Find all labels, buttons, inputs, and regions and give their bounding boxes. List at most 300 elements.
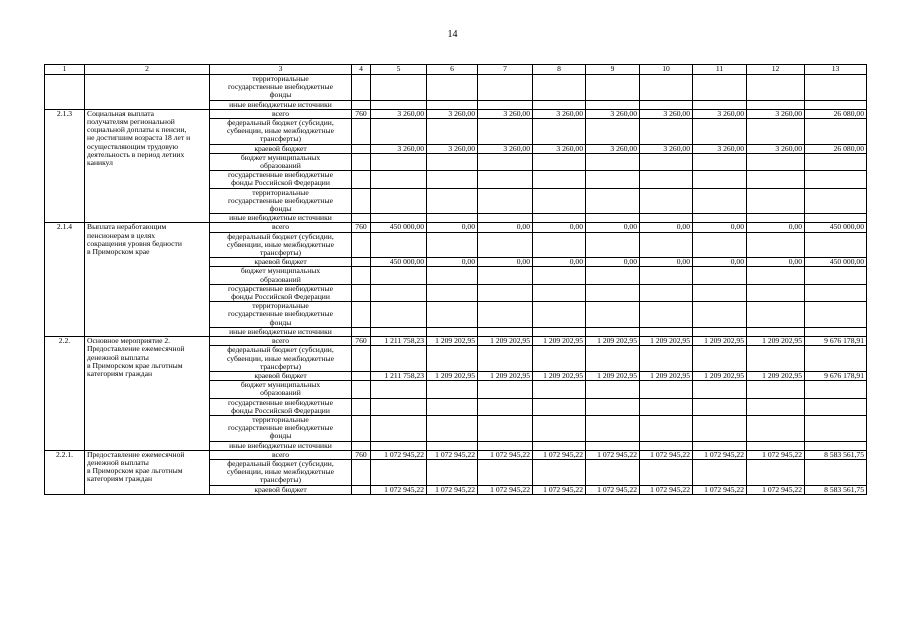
value-cell: 1 209 202,95 — [478, 337, 533, 346]
empty-value-cell — [427, 459, 478, 485]
value-cell: 1 072 945,22 — [478, 450, 533, 459]
empty-value-cell — [586, 232, 640, 258]
empty-value-cell — [371, 153, 427, 170]
empty-value-cell — [371, 327, 427, 336]
funding-source-cell: государственные внебюджетные фонды Российской Федерации — [210, 171, 352, 188]
row-number-cell: 2.2. — [45, 337, 85, 451]
value-cell: 1 209 202,95 — [640, 337, 693, 346]
code-cell — [352, 258, 371, 267]
empty-value-cell — [427, 188, 478, 214]
empty-value-cell — [747, 284, 805, 301]
empty-value-cell — [693, 459, 747, 485]
empty-value-cell — [640, 100, 693, 109]
value-cell: 3 260,00 — [747, 144, 805, 153]
value-cell: 0,00 — [478, 223, 533, 232]
empty-value-cell — [586, 75, 640, 101]
empty-value-cell — [533, 75, 586, 101]
funding-source-cell: иные внебюджетные источники — [210, 214, 352, 223]
funding-source-cell: иные внебюджетные источники — [210, 441, 352, 450]
empty-value-cell — [640, 346, 693, 372]
empty-value-cell — [805, 267, 867, 284]
value-cell: 1 211 758,23 — [371, 371, 427, 380]
empty-value-cell — [586, 327, 640, 336]
empty-value-cell — [693, 415, 747, 441]
value-cell: 3 260,00 — [427, 144, 478, 153]
empty-value-cell — [805, 441, 867, 450]
code-cell: 760 — [352, 450, 371, 459]
activity-name-cell: Предоставление ежемесячной денежной выплаты в Приморском крае льготным категориям граждан — [85, 450, 210, 494]
header-cell: 7 — [478, 65, 533, 75]
empty-value-cell — [533, 232, 586, 258]
value-cell: 1 072 945,22 — [427, 450, 478, 459]
value-cell: 1 072 945,22 — [747, 450, 805, 459]
empty-value-cell — [747, 188, 805, 214]
funding-source-cell: федеральный бюджет (субсидии, субвенции, иные межбюджетные трансферты) — [210, 119, 352, 145]
empty-value-cell — [640, 415, 693, 441]
code-cell — [352, 441, 371, 450]
empty-value-cell — [747, 75, 805, 101]
activity-name-cell — [85, 75, 210, 110]
header-cell: 13 — [805, 65, 867, 75]
value-cell: 3 260,00 — [371, 109, 427, 118]
empty-value-cell — [693, 214, 747, 223]
empty-value-cell — [586, 459, 640, 485]
empty-value-cell — [805, 188, 867, 214]
empty-value-cell — [533, 415, 586, 441]
value-cell: 1 209 202,95 — [693, 337, 747, 346]
empty-value-cell — [478, 119, 533, 145]
value-cell: 0,00 — [693, 258, 747, 267]
empty-value-cell — [371, 267, 427, 284]
empty-value-cell — [805, 459, 867, 485]
value-cell: 3 260,00 — [533, 109, 586, 118]
empty-value-cell — [533, 119, 586, 145]
empty-value-cell — [693, 302, 747, 328]
empty-value-cell — [640, 302, 693, 328]
empty-value-cell — [586, 100, 640, 109]
empty-value-cell — [371, 381, 427, 398]
empty-value-cell — [533, 346, 586, 372]
funding-source-cell: всего — [210, 223, 352, 232]
value-cell: 1 209 202,95 — [427, 371, 478, 380]
empty-value-cell — [586, 398, 640, 415]
code-cell — [352, 75, 371, 101]
value-cell: 1 211 758,23 — [371, 337, 427, 346]
code-cell — [352, 284, 371, 301]
code-cell — [352, 171, 371, 188]
value-cell: 450 000,00 — [371, 258, 427, 267]
empty-value-cell — [371, 415, 427, 441]
value-cell: 450 000,00 — [805, 223, 867, 232]
empty-value-cell — [533, 214, 586, 223]
empty-value-cell — [586, 188, 640, 214]
empty-value-cell — [371, 441, 427, 450]
value-cell: 0,00 — [747, 258, 805, 267]
value-cell: 3 260,00 — [533, 144, 586, 153]
empty-value-cell — [533, 441, 586, 450]
value-cell: 450 000,00 — [371, 223, 427, 232]
empty-value-cell — [586, 267, 640, 284]
empty-value-cell — [478, 232, 533, 258]
value-cell: 1 072 945,22 — [371, 450, 427, 459]
empty-value-cell — [747, 119, 805, 145]
empty-value-cell — [586, 415, 640, 441]
table-body — [45, 65, 867, 495]
funding-source-cell: бюджет муниципальных образований — [210, 153, 352, 170]
empty-value-cell — [805, 284, 867, 301]
value-cell: 3 260,00 — [371, 144, 427, 153]
funding-source-cell: иные внебюджетные источники — [210, 327, 352, 336]
funding-source-cell: всего — [210, 337, 352, 346]
funding-source-cell: территориальные государственные внебюджетные фонды — [210, 75, 352, 101]
empty-value-cell — [427, 100, 478, 109]
value-cell: 1 209 202,95 — [427, 337, 478, 346]
value-cell: 1 072 945,22 — [371, 485, 427, 494]
value-cell: 1 072 945,22 — [478, 485, 533, 494]
empty-value-cell — [747, 232, 805, 258]
value-cell: 0,00 — [586, 258, 640, 267]
empty-value-cell — [640, 75, 693, 101]
value-cell: 3 260,00 — [640, 109, 693, 118]
empty-value-cell — [693, 346, 747, 372]
value-cell: 0,00 — [478, 258, 533, 267]
empty-value-cell — [805, 119, 867, 145]
value-cell: 1 072 945,22 — [427, 485, 478, 494]
empty-value-cell — [693, 267, 747, 284]
empty-value-cell — [533, 327, 586, 336]
empty-value-cell — [640, 267, 693, 284]
funding-source-cell: всего — [210, 450, 352, 459]
empty-value-cell — [586, 346, 640, 372]
empty-value-cell — [805, 75, 867, 101]
empty-value-cell — [640, 327, 693, 336]
funding-source-cell: краевой бюджет — [210, 258, 352, 267]
empty-value-cell — [478, 75, 533, 101]
empty-value-cell — [747, 214, 805, 223]
value-cell: 0,00 — [533, 223, 586, 232]
empty-value-cell — [586, 441, 640, 450]
empty-value-cell — [693, 188, 747, 214]
table-row — [45, 109, 867, 118]
code-cell: 760 — [352, 223, 371, 232]
empty-value-cell — [805, 327, 867, 336]
empty-value-cell — [640, 381, 693, 398]
value-cell: 3 260,00 — [586, 144, 640, 153]
value-cell: 26 080,00 — [805, 144, 867, 153]
empty-value-cell — [640, 459, 693, 485]
funding-source-cell: федеральный бюджет (субсидии, субвенции, иные межбюджетные трансферты) — [210, 232, 352, 258]
code-cell — [352, 214, 371, 223]
value-cell: 8 583 561,75 — [805, 450, 867, 459]
value-cell: 1 072 945,22 — [640, 485, 693, 494]
empty-value-cell — [586, 119, 640, 145]
code-cell — [352, 398, 371, 415]
empty-value-cell — [371, 188, 427, 214]
value-cell: 9 676 178,91 — [805, 371, 867, 380]
code-cell — [352, 459, 371, 485]
empty-value-cell — [805, 100, 867, 109]
empty-value-cell — [478, 284, 533, 301]
empty-value-cell — [427, 398, 478, 415]
empty-value-cell — [427, 75, 478, 101]
code-cell — [352, 327, 371, 336]
empty-value-cell — [427, 267, 478, 284]
funding-source-cell: краевой бюджет — [210, 144, 352, 153]
empty-value-cell — [533, 188, 586, 214]
empty-value-cell — [693, 327, 747, 336]
empty-value-cell — [805, 346, 867, 372]
empty-value-cell — [478, 171, 533, 188]
value-cell: 3 260,00 — [427, 109, 478, 118]
funding-source-cell: краевой бюджет — [210, 485, 352, 494]
empty-value-cell — [478, 459, 533, 485]
empty-value-cell — [586, 214, 640, 223]
continuation-row — [45, 75, 867, 101]
funding-source-cell: федеральный бюджет (субсидии, субвенции, иные межбюджетные трансферты) — [210, 346, 352, 372]
funding-source-cell: краевой бюджет — [210, 371, 352, 380]
empty-value-cell — [693, 441, 747, 450]
empty-value-cell — [693, 232, 747, 258]
value-cell: 0,00 — [427, 223, 478, 232]
code-cell — [352, 153, 371, 170]
empty-value-cell — [805, 232, 867, 258]
header-cell: 1 — [45, 65, 85, 75]
value-cell: 1 072 945,22 — [533, 450, 586, 459]
code-cell — [352, 119, 371, 145]
value-cell: 1 209 202,95 — [533, 371, 586, 380]
value-cell: 0,00 — [693, 223, 747, 232]
code-cell — [352, 188, 371, 214]
value-cell: 0,00 — [640, 258, 693, 267]
header-cell: 3 — [210, 65, 352, 75]
value-cell: 1 209 202,95 — [478, 371, 533, 380]
empty-value-cell — [693, 284, 747, 301]
empty-value-cell — [533, 153, 586, 170]
row-number-cell: 2.1.4 — [45, 223, 85, 337]
budget-table — [44, 64, 867, 495]
value-cell: 9 676 178,91 — [805, 337, 867, 346]
empty-value-cell — [371, 346, 427, 372]
value-cell: 0,00 — [427, 258, 478, 267]
code-cell — [352, 302, 371, 328]
empty-value-cell — [805, 171, 867, 188]
value-cell: 3 260,00 — [693, 144, 747, 153]
code-cell — [352, 415, 371, 441]
empty-value-cell — [586, 171, 640, 188]
empty-value-cell — [693, 75, 747, 101]
empty-value-cell — [478, 398, 533, 415]
activity-name-cell: Основное мероприятие 2. Предоставление ежемесячной денежной выплаты в Приморском крае льготным категориям граждан — [85, 337, 210, 451]
empty-value-cell — [371, 171, 427, 188]
funding-source-cell: бюджет муниципальных образований — [210, 267, 352, 284]
row-number-cell — [45, 75, 85, 110]
empty-value-cell — [805, 153, 867, 170]
code-cell — [352, 346, 371, 372]
empty-value-cell — [640, 188, 693, 214]
value-cell: 3 260,00 — [586, 109, 640, 118]
code-cell — [352, 371, 371, 380]
value-cell: 3 260,00 — [693, 109, 747, 118]
empty-value-cell — [478, 153, 533, 170]
empty-value-cell — [427, 327, 478, 336]
table-row — [45, 450, 867, 459]
empty-value-cell — [640, 171, 693, 188]
empty-value-cell — [533, 398, 586, 415]
empty-value-cell — [478, 100, 533, 109]
empty-value-cell — [805, 398, 867, 415]
empty-value-cell — [693, 153, 747, 170]
empty-value-cell — [478, 346, 533, 372]
empty-value-cell — [478, 415, 533, 441]
value-cell: 450 000,00 — [805, 258, 867, 267]
empty-value-cell — [533, 284, 586, 301]
header-cell: 5 — [371, 65, 427, 75]
code-cell — [352, 381, 371, 398]
empty-value-cell — [747, 441, 805, 450]
code-cell — [352, 485, 371, 494]
value-cell: 3 260,00 — [640, 144, 693, 153]
funding-source-cell: территориальные государственные внебюджетные фонды — [210, 302, 352, 328]
empty-value-cell — [586, 284, 640, 301]
empty-value-cell — [586, 302, 640, 328]
empty-value-cell — [427, 346, 478, 372]
value-cell: 1 209 202,95 — [747, 337, 805, 346]
empty-value-cell — [478, 327, 533, 336]
value-cell: 3 260,00 — [478, 144, 533, 153]
header-cell: 11 — [693, 65, 747, 75]
empty-value-cell — [371, 75, 427, 101]
value-cell: 1 072 945,22 — [693, 485, 747, 494]
empty-value-cell — [371, 214, 427, 223]
empty-value-cell — [640, 232, 693, 258]
funding-source-cell: государственные внебюджетные фонды Российской Федерации — [210, 398, 352, 415]
code-cell — [352, 232, 371, 258]
value-cell: 1 209 202,95 — [586, 337, 640, 346]
empty-value-cell — [533, 100, 586, 109]
empty-value-cell — [747, 398, 805, 415]
empty-value-cell — [747, 327, 805, 336]
empty-value-cell — [427, 381, 478, 398]
value-cell: 0,00 — [747, 223, 805, 232]
funding-source-cell: федеральный бюджет (субсидии, субвенции, иные межбюджетные трансферты) — [210, 459, 352, 485]
value-cell: 26 080,00 — [805, 109, 867, 118]
empty-value-cell — [747, 459, 805, 485]
empty-value-cell — [427, 302, 478, 328]
empty-value-cell — [371, 100, 427, 109]
empty-value-cell — [747, 346, 805, 372]
empty-value-cell — [747, 302, 805, 328]
code-cell: 760 — [352, 109, 371, 118]
funding-source-cell: государственные внебюджетные фонды Российской Федерации — [210, 284, 352, 301]
empty-value-cell — [371, 459, 427, 485]
header-cell: 4 — [352, 65, 371, 75]
empty-value-cell — [533, 302, 586, 328]
empty-value-cell — [693, 100, 747, 109]
page-number: 14 — [447, 29, 458, 40]
empty-value-cell — [427, 119, 478, 145]
value-cell: 1 209 202,95 — [533, 337, 586, 346]
code-cell — [352, 100, 371, 109]
value-cell: 1 209 202,95 — [640, 371, 693, 380]
value-cell: 0,00 — [533, 258, 586, 267]
empty-value-cell — [747, 267, 805, 284]
value-cell: 1 072 945,22 — [747, 485, 805, 494]
empty-value-cell — [371, 119, 427, 145]
header-cell: 10 — [640, 65, 693, 75]
empty-value-cell — [805, 415, 867, 441]
header-cell: 2 — [85, 65, 210, 75]
empty-value-cell — [427, 284, 478, 301]
table-row — [45, 223, 867, 232]
empty-value-cell — [478, 441, 533, 450]
value-cell: 1 209 202,95 — [586, 371, 640, 380]
empty-value-cell — [805, 214, 867, 223]
empty-value-cell — [478, 214, 533, 223]
value-cell: 0,00 — [586, 223, 640, 232]
value-cell: 1 072 945,22 — [640, 450, 693, 459]
row-number-cell: 2.1.3 — [45, 109, 85, 223]
empty-value-cell — [640, 284, 693, 301]
code-cell — [352, 144, 371, 153]
empty-value-cell — [427, 441, 478, 450]
empty-value-cell — [747, 381, 805, 398]
value-cell: 1 072 945,22 — [586, 450, 640, 459]
empty-value-cell — [805, 381, 867, 398]
row-number-cell: 2.2.1. — [45, 450, 85, 494]
funding-source-cell: иные внебюджетные источники — [210, 100, 352, 109]
empty-value-cell — [805, 302, 867, 328]
empty-value-cell — [533, 459, 586, 485]
empty-value-cell — [640, 398, 693, 415]
value-cell: 1 209 202,95 — [747, 371, 805, 380]
activity-name-cell: Выплата неработающим пенсионерам в целях сокращения уровня бедности в Приморском крае — [85, 223, 210, 337]
empty-value-cell — [533, 381, 586, 398]
empty-value-cell — [640, 119, 693, 145]
empty-value-cell — [371, 398, 427, 415]
empty-value-cell — [427, 415, 478, 441]
empty-value-cell — [747, 100, 805, 109]
empty-value-cell — [693, 119, 747, 145]
code-cell: 760 — [352, 337, 371, 346]
value-cell: 1 072 945,22 — [533, 485, 586, 494]
empty-value-cell — [640, 214, 693, 223]
funding-source-cell: всего — [210, 109, 352, 118]
empty-value-cell — [478, 381, 533, 398]
empty-value-cell — [693, 381, 747, 398]
header-row — [45, 65, 867, 75]
empty-value-cell — [640, 153, 693, 170]
empty-value-cell — [427, 214, 478, 223]
value-cell: 1 072 945,22 — [586, 485, 640, 494]
empty-value-cell — [371, 284, 427, 301]
funding-source-cell: территориальные государственные внебюджетные фонды — [210, 415, 352, 441]
activity-name-cell: Социальная выплата получателям региональной социальной доплаты к пенсии, не достигшим возраста 18 лет и осуществляющим трудовую деятельность в период летних каникул — [85, 109, 210, 223]
value-cell: 1 209 202,95 — [693, 371, 747, 380]
empty-value-cell — [747, 415, 805, 441]
empty-value-cell — [478, 302, 533, 328]
empty-value-cell — [427, 153, 478, 170]
header-cell: 12 — [747, 65, 805, 75]
header-cell: 9 — [586, 65, 640, 75]
empty-value-cell — [693, 171, 747, 188]
empty-value-cell — [693, 398, 747, 415]
empty-value-cell — [371, 232, 427, 258]
empty-value-cell — [533, 171, 586, 188]
value-cell: 3 260,00 — [478, 109, 533, 118]
empty-value-cell — [533, 267, 586, 284]
value-cell: 0,00 — [640, 223, 693, 232]
empty-value-cell — [371, 302, 427, 328]
